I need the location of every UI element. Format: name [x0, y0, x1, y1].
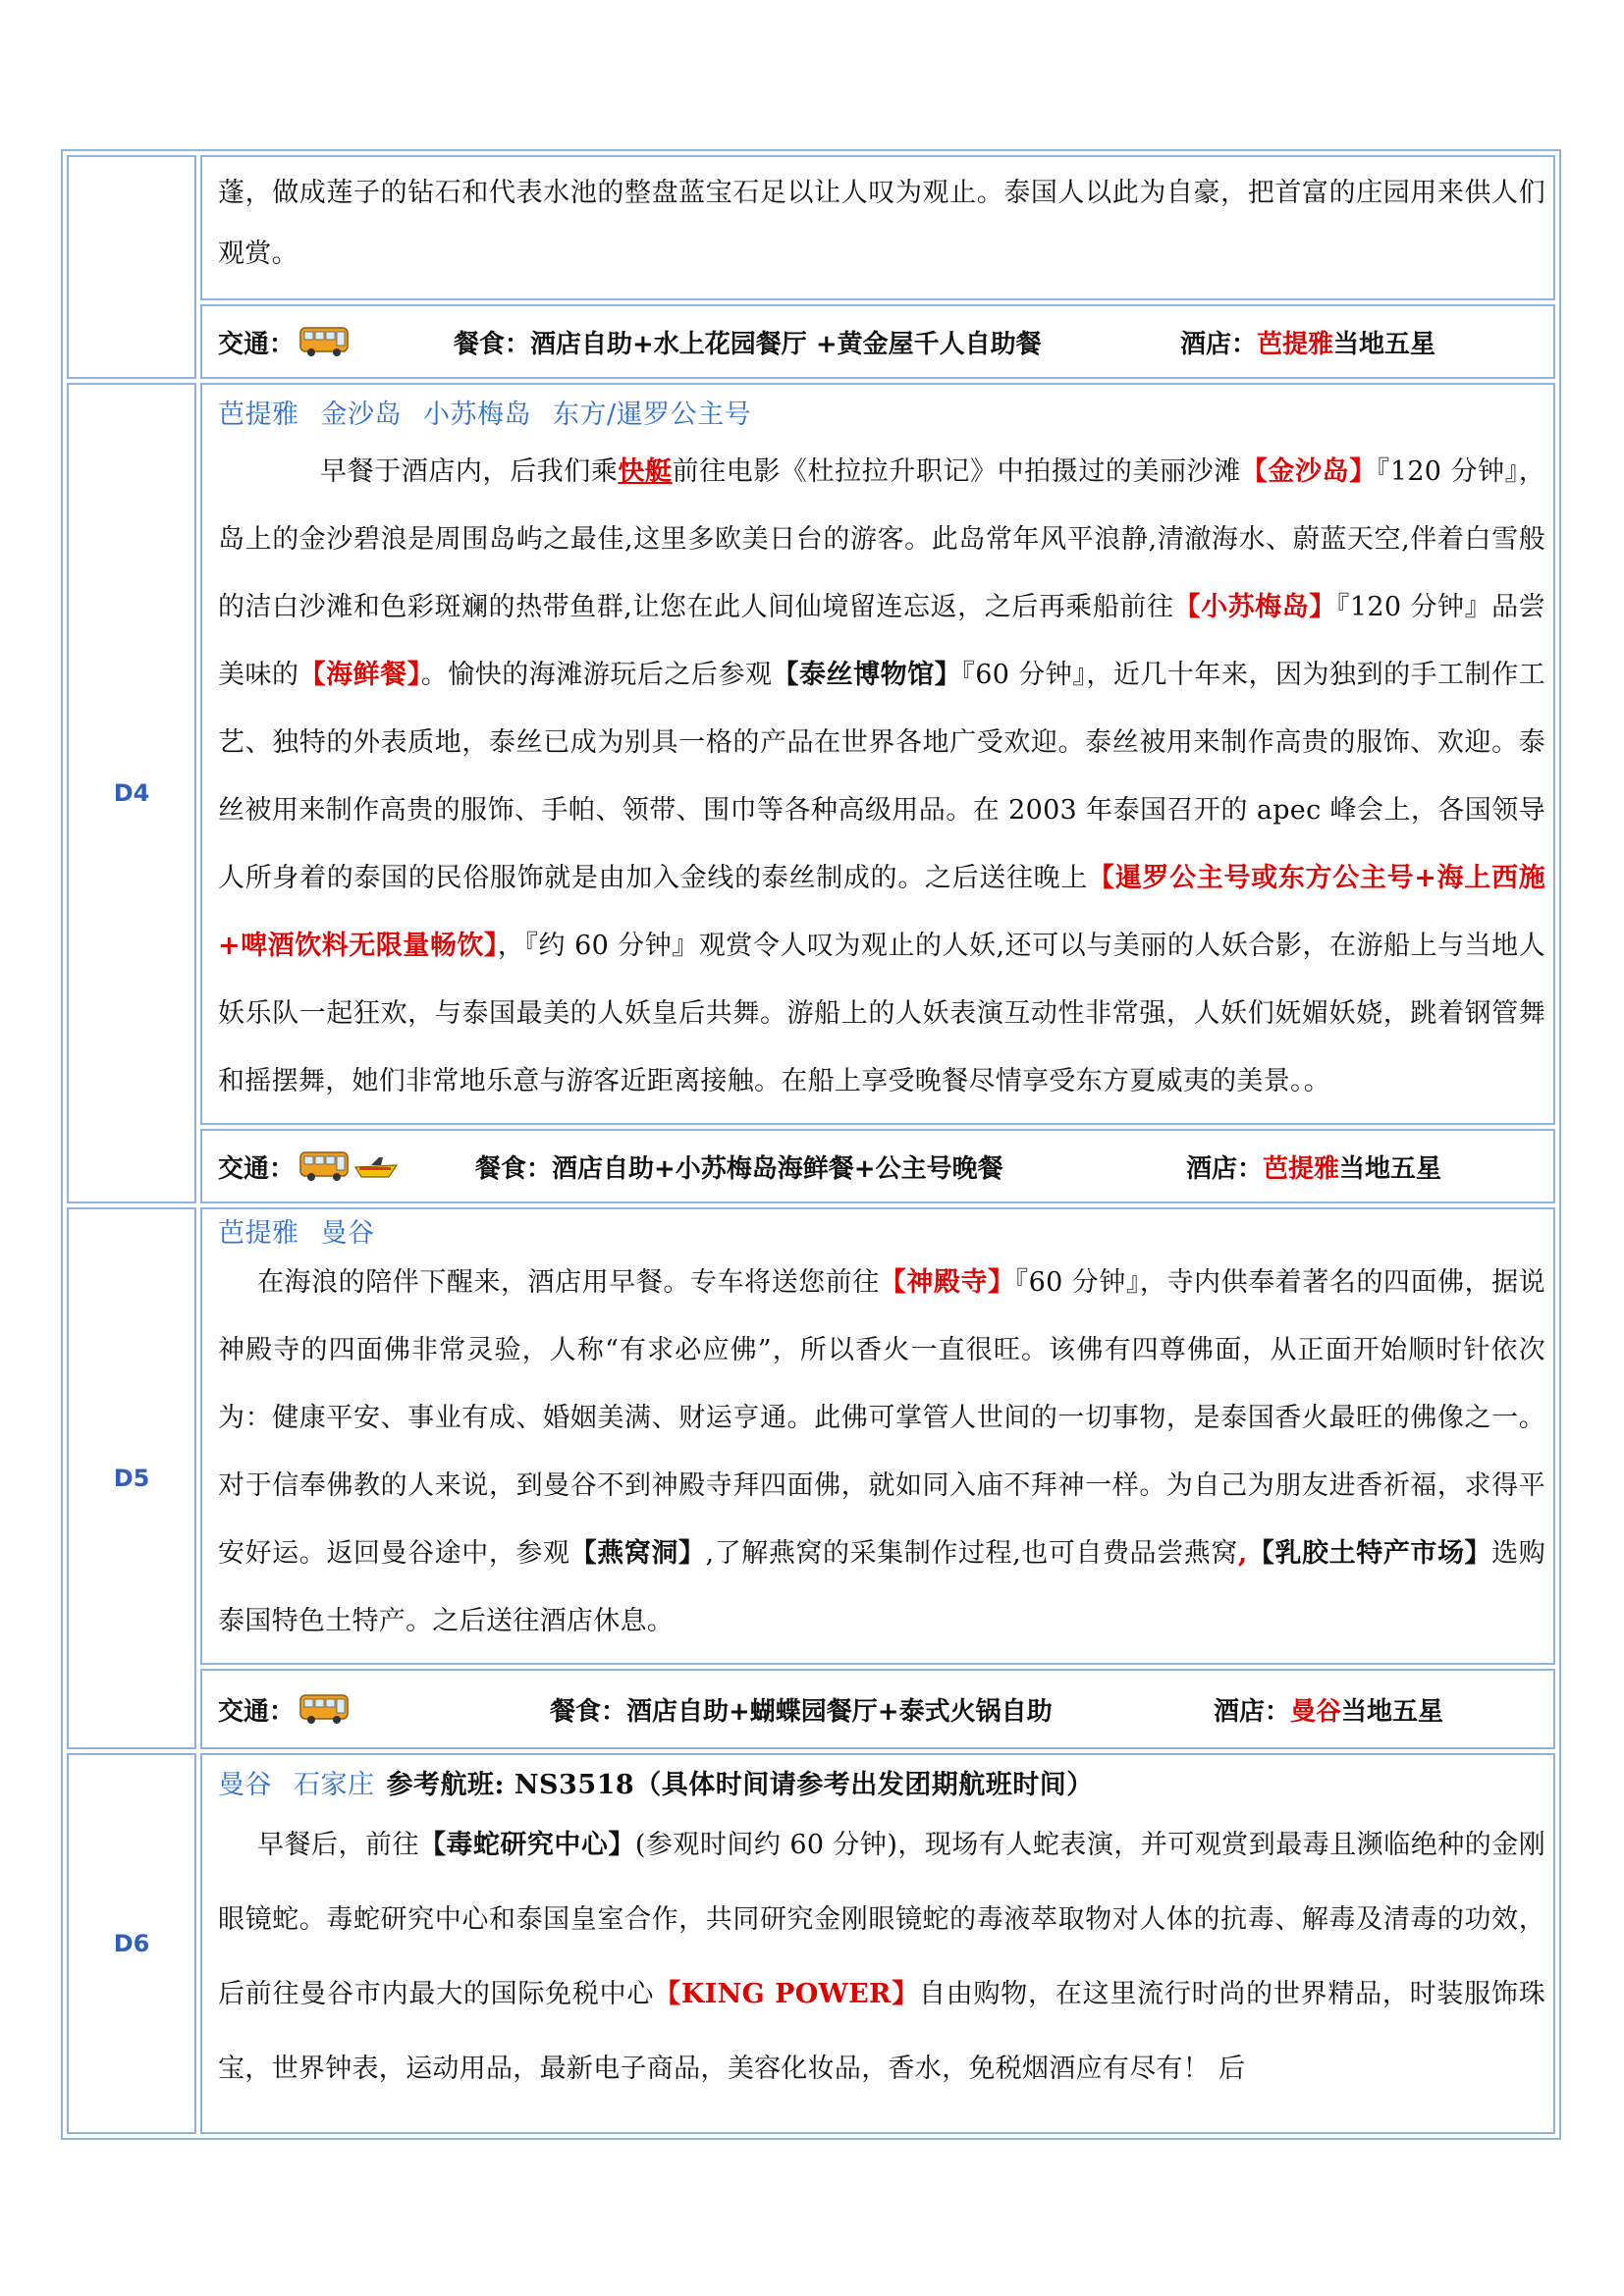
day-row-d4	[67, 383, 1555, 1125]
day-label: D6	[67, 1753, 196, 2134]
day-row-d6	[67, 1753, 1555, 2134]
paragraph: 在海浪的陪伴下醒来，酒店用早餐。专车将送您前往【神殿寺】『60 分钟』，寺内供奉着著名的四面佛，据说神殿寺的四面佛非常灵验，人称“有求必应佛”，所以香火一直很旺。该佛有四尊佛面，从正面开始顺时针依次为：健康平安、事业有成、婚姻美满、财运亨通。此佛可掌管人世间的一切事物，是泰国香火最旺的佛像之一。对于信奉佛教的人来说，到曼谷不到神殿寺拜四面佛，就如同入庙不拜神一样。为自己为朋友进香祈福，求得平安好运。返回曼谷途中，参观【燕窝洞】,了解燕窝的采集制作过程,也可自费品尝燕窝,【乳胶土特产市场】选购泰国特色土特产。之后送往酒店休息。	[218, 1267, 1546, 1636]
transport-info: 交通：	[218, 1148, 475, 1185]
info-cell	[200, 1669, 1555, 1749]
hotel-info: 酒店：芭提雅当地五星	[1186, 1153, 1442, 1184]
paragraph: 蓬，做成莲子的钻石和代表水池的整盘蓝宝石足以让人叹为观止。泰国人以此为自豪，把首富的庄园用来供人们观赏。	[218, 178, 1545, 269]
transport-info: 交通：	[218, 324, 454, 360]
itinerary-table	[61, 149, 1561, 2140]
info-row-d5	[67, 1669, 1555, 1749]
transport-info: 交通：	[218, 1691, 550, 1728]
info-row-d4	[67, 1129, 1555, 1203]
paragraph: 早餐后，前往【毒蛇研究中心】(参观时间约 60 分钟)，现场有人蛇表演，并可观赏到最毒且濒临绝种的金刚眼镜蛇。毒蛇研究中心和泰国皇室合作，共同研究金刚眼镜蛇的毒液萃取物对人体的抗毒、解毒及清毒的功效，后前往曼谷市内最大的国际免税中心【KING POWER】自由购物，在这里流行时尚的世界精品，时装服饰珠宝，世界钟表，运动用品，最新电子商品，美容化妆品，香水，免税烟酒应有尽有！ 后	[218, 1830, 1545, 2084]
day-content	[200, 155, 1555, 300]
paragraph: 早餐于酒店内，后我们乘快艇前往电影《杜拉拉升职记》中拍摄过的美丽沙滩【金沙岛】『120 分钟』，岛上的金沙碧浪是周围岛屿之最佳,这里多欧美日台的游客。此岛常年风平浪静,清澈海水、蔚蓝天空,伴着白雪般的洁白沙滩和色彩斑斓的热带鱼群,让您在此人间仙境留连忘返，之后再乘船前往【小苏梅岛】『120 分钟』品尝美味的【海鲜餐】。愉快的海滩游玩后之后参观【泰丝博物馆】『60 分钟』，近几十年来，因为独到的手工制作工艺、独特的外表质地，泰丝已成为别具一格的产品在世界各地广受欢迎。泰丝被用来制作高贵的服饰、欢迎。泰丝被用来制作高贵的服饰、手帕、领带、围巾等各种高级用品。在 2003 年泰国召开的 apec 峰会上，各国领导人所身着的泰国的民俗服饰就是由加入金线的泰丝制成的。之后送往晚上【暹罗公主号或东方公主号+海上西施+啤酒饮料无限量畅饮】，『约 60 分钟』观赏令人叹为观止的人妖,还可以与美丽的人妖合影，在游船上与当地人妖乐队一起狂欢，与泰国最美的人妖皇后共舞。游船上的人妖表演互动性非常强，人妖们妩媚妖娆，跳着钢管舞和摇摆舞，她们非常地乐意与游客近距离接触。在船上享受晚餐尽情享受东方夏威夷的美景。。	[218, 456, 1546, 1096]
day-label: D5	[67, 1207, 196, 1749]
meal-info: 餐食：酒店自助+蝴蝶园餐厅+泰式火锅自助	[550, 1696, 1053, 1727]
day-row-d3-continued	[67, 155, 1555, 300]
speedboat-icon	[353, 1151, 399, 1181]
hotel-info: 酒店：芭提雅当地五星	[1180, 329, 1436, 359]
info-cell	[200, 304, 1555, 379]
bus-icon	[298, 324, 350, 359]
bus-icon	[298, 1691, 350, 1727]
info-row-d3	[67, 304, 1555, 379]
day-label: D4	[67, 383, 196, 1203]
bus-icon	[298, 1148, 350, 1184]
hotel-info: 酒店：曼谷当地五星	[1214, 1696, 1444, 1727]
day-row-d5	[67, 1207, 1555, 1665]
route-line: 曼谷 石家庄 参考航班: NS3518（具体时间请参考出发团期航班时间）	[218, 1770, 1094, 1800]
route-line: 芭提雅 金沙岛 小苏梅岛 东方/暹罗公主号	[218, 400, 752, 430]
meal-info: 餐食：酒店自助+水上花园餐厅 +黄金屋千人自助餐	[454, 329, 1042, 359]
meal-info: 餐食：酒店自助+小苏梅岛海鲜餐+公主号晚餐	[475, 1153, 1003, 1184]
route-line: 芭提雅 曼谷	[218, 1218, 375, 1249]
day-cell-empty	[67, 155, 196, 379]
day-content	[200, 1207, 1555, 1665]
day-content	[200, 383, 1555, 1125]
day-content	[200, 1753, 1555, 2134]
info-cell	[200, 1129, 1555, 1203]
